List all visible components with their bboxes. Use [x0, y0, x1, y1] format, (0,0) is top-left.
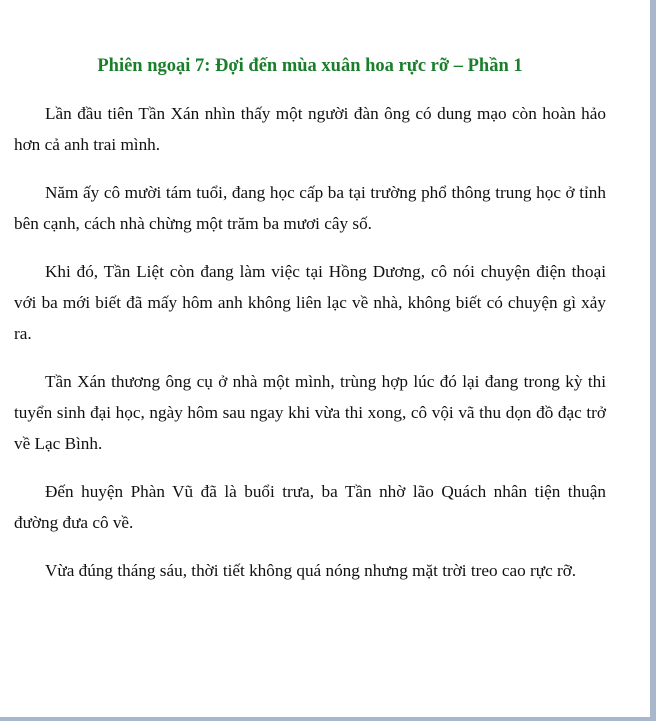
- paragraph: Năm ấy cô mười tám tuổi, đang học cấp ba tại trường phổ thông trung học ở tỉnh bên cạnh, cách nhà chừng một trăm ba mươi cây số.: [14, 183, 606, 233]
- paragraph: Tần Xán thương ông cụ ở nhà một mình, trùng hợp lúc đó lại đang trong kỳ thi tuyển sinh đại học, ngày hôm sau ngay khi vừa thi xong, cô vội vã thu dọn đồ đạc trở về Lạc Bình.: [14, 372, 606, 453]
- document-content: [14, 52, 606, 603]
- chapter-title: Phiên ngoại 7: Đợi đến mùa xuân hoa rực rỡ – Phần 1: [97, 56, 523, 76]
- paragraph: Đến huyện Phàn Vũ đã là buổi trưa, ba Tần nhờ lão Quách nhân tiện thuận đường đưa cô về.: [14, 482, 606, 532]
- paragraph: Lần đầu tiên Tần Xán nhìn thấy một người đàn ông có dung mạo còn hoàn hảo hơn cả anh trai mình.: [14, 104, 606, 154]
- paragraph-list: [14, 98, 606, 586]
- paragraph: Khi đó, Tần Liệt còn đang làm việc tại Hồng Dương, cô nói chuyện điện thoại với ba mới biết đã mấy hôm anh không liên lạc về nhà, không biết có chuyện gì xảy ra.: [14, 262, 606, 343]
- paragraph: Vừa đúng tháng sáu, thời tiết không quá nóng nhưng mặt trời treo cao rực rỡ.: [45, 561, 577, 580]
